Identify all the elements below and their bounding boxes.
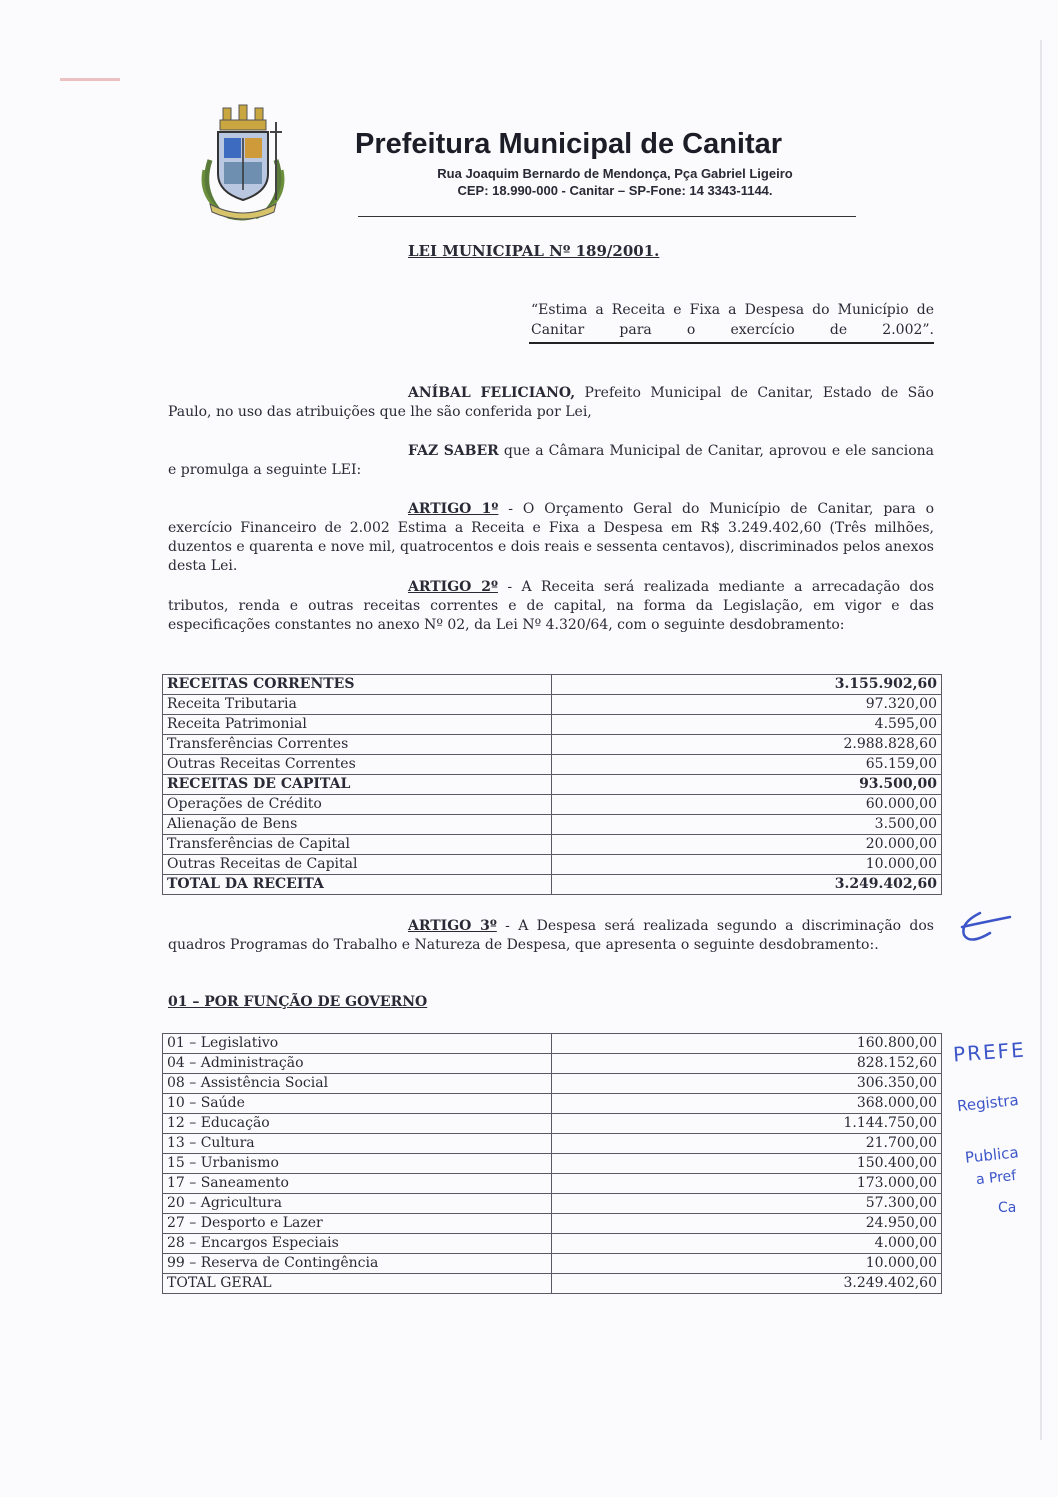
receita-row-label: Alienação de Bens	[163, 815, 552, 835]
receita-row-label: Transferências Correntes	[163, 735, 552, 755]
margin-mark	[60, 78, 120, 81]
receita-row	[163, 835, 942, 855]
receita-row-value: 3.155.902,60	[552, 675, 942, 695]
address-line-1: Rua Joaquim Bernardo de Mendonça, Pça Gabriel Ligeiro	[437, 166, 793, 181]
funcao-row	[163, 1054, 942, 1074]
funcao-row-value: 828.152,60	[552, 1054, 942, 1074]
header-title: Prefeitura Municipal de Canitar	[355, 128, 783, 160]
header-divider	[358, 216, 856, 217]
stamp-line-3: Publica	[964, 1143, 1020, 1167]
funcao-row-value: 3.249.402,60	[552, 1274, 942, 1294]
funcao-row-value: 306.350,00	[552, 1074, 942, 1094]
funcao-row	[163, 1234, 942, 1254]
receita-row	[163, 715, 942, 735]
receita-row-value: 93.500,00	[552, 775, 942, 795]
receita-row	[163, 755, 942, 775]
funcao-row-value: 160.800,00	[552, 1034, 942, 1054]
receita-row-value: 4.595,00	[552, 715, 942, 735]
funcao-row	[163, 1094, 942, 1114]
funcao-row	[163, 1174, 942, 1194]
funcao-row-label: 08 – Assistência Social	[163, 1074, 552, 1094]
funcao-row-label: 01 – Legislativo	[163, 1034, 552, 1054]
funcao-row	[163, 1074, 942, 1094]
receita-row-value: 97.320,00	[552, 695, 942, 715]
receita-row	[163, 795, 942, 815]
receita-row-label: TOTAL DA RECEITA	[163, 875, 552, 895]
receita-row-label: RECEITAS CORRENTES	[163, 675, 552, 695]
funcao-row	[163, 1154, 942, 1174]
receita-row-label: Operações de Crédito	[163, 795, 552, 815]
funcao-row-label: 12 – Educação	[163, 1114, 552, 1134]
funcao-row-value: 150.400,00	[552, 1154, 942, 1174]
faz-saber-text: que a Câmara Municipal de Canitar, aprovou e ele sanciona e promulga a seguinte LEI:	[168, 443, 934, 478]
stamp-line-4: a Pref	[975, 1167, 1017, 1189]
artigo-2-label: ARTIGO 2º	[408, 579, 498, 595]
funcao-row-label: 20 – Agricultura	[163, 1194, 552, 1214]
receita-row	[163, 775, 942, 795]
funcao-row	[163, 1034, 942, 1054]
artigo-1-text: - O Orçamento Geral do Município de Canitar, para o exercício Financeiro de 2.002 Estima a Receita e Fixa a Despesa em R$ 3.249.402,60 (Três milhões, duzentos e quarenta e nove mil, quatrocentos e dois reais e sessenta centavos), discriminados pelos anexos desta Lei.	[168, 501, 935, 574]
address-line-2: CEP: 18.990-000 - Canitar – SP-Fone: 14 3343-1144.	[457, 183, 773, 198]
receita-row-value: 3.500,00	[552, 815, 942, 835]
artigo-3-text: - A Despesa será realizada segundo a discriminação dos quadros Programas do Trabalho e Natureza de Despesa, que apresenta o seguinte desdobramento:.	[168, 918, 934, 953]
funcao-row-value: 368.000,00	[552, 1094, 942, 1114]
funcao-row	[163, 1274, 942, 1294]
funcao-row-label: 04 – Administração	[163, 1054, 552, 1074]
funcao-row-value: 10.000,00	[552, 1254, 942, 1274]
receita-row-label: Outras Receitas de Capital	[163, 855, 552, 875]
receita-row	[163, 855, 942, 875]
ementa-underline	[529, 342, 934, 344]
funcao-row-label: 17 – Saneamento	[163, 1174, 552, 1194]
faz-saber-paragraph	[168, 442, 934, 480]
funcao-row	[163, 1134, 942, 1154]
funcao-row	[163, 1194, 942, 1214]
funcao-row-value: 57.300,00	[552, 1194, 942, 1214]
receita-row-value: 20.000,00	[552, 835, 942, 855]
stamp-line-1: PREFE	[952, 1037, 1027, 1067]
receita-row	[163, 735, 942, 755]
artigo-2-paragraph	[168, 578, 934, 635]
artigo-1-paragraph	[168, 500, 934, 576]
page-edge-shadow	[1040, 40, 1042, 1440]
funcao-row-label: 15 – Urbanismo	[163, 1154, 552, 1174]
artigo-3-paragraph	[168, 917, 934, 955]
receita-row	[163, 675, 942, 695]
funcao-row	[163, 1214, 942, 1234]
receita-row	[163, 815, 942, 835]
artigo-2-text: - A Receita será realizada mediante a arrecadação dos tributos, renda e outras receitas correntes e de capital, na forma da Legislação, em vigor e das especificações constantes no anexo Nº 02, da Lei Nº 4.320/64, com o seguinte desdobramento:	[168, 579, 934, 633]
receita-row-value: 2.988.828,60	[552, 735, 942, 755]
ementa: “Estima a Receita e Fixa a Despesa do Município de Canitar para o exercício de 2.002”.	[531, 302, 934, 338]
receita-row	[163, 695, 942, 715]
receita-row-label: RECEITAS DE CAPITAL	[163, 775, 552, 795]
funcao-row-value: 4.000,00	[552, 1234, 942, 1254]
funcoes-table	[162, 1033, 942, 1294]
funcao-row-value: 173.000,00	[552, 1174, 942, 1194]
law-title: LEI MUNICIPAL Nº 189/2001.	[408, 242, 660, 260]
funcao-row	[163, 1114, 942, 1134]
receita-row-value: 60.000,00	[552, 795, 942, 815]
receita-row-label: Receita Tributaria	[163, 695, 552, 715]
artigo-3-label: ARTIGO 3º	[408, 918, 497, 934]
funcao-row-label: 27 – Desporto e Lazer	[163, 1214, 552, 1234]
section-title: 01 – POR FUNÇÃO DE GOVERNO	[168, 994, 428, 1010]
funcao-row-label: 13 – Cultura	[163, 1134, 552, 1154]
receita-row-label: Outras Receitas Correntes	[163, 755, 552, 775]
artigo-1-label: ARTIGO 1º	[408, 501, 499, 517]
receita-row-value: 10.000,00	[552, 855, 942, 875]
receita-row-label: Transferências de Capital	[163, 835, 552, 855]
funcao-row-value: 21.700,00	[552, 1134, 942, 1154]
funcao-row	[163, 1254, 942, 1274]
funcao-row-label: TOTAL GERAL	[163, 1274, 552, 1294]
receita-row	[163, 875, 942, 895]
receita-row-value: 3.249.402,60	[552, 875, 942, 895]
mayor-name: ANÍBAL FELICIANO,	[408, 385, 576, 401]
funcao-row-label: 99 – Reserva de Contingência	[163, 1254, 552, 1274]
funcao-row-label: 28 – Encargos Especiais	[163, 1234, 552, 1254]
header-address	[355, 165, 875, 199]
funcao-row-label: 10 – Saúde	[163, 1094, 552, 1114]
signature-initial	[950, 905, 1020, 950]
faz-saber-lead: FAZ SABER	[408, 443, 499, 459]
coat-of-arms-icon	[190, 100, 296, 226]
receita-row-value: 65.159,00	[552, 755, 942, 775]
preamble-paragraph	[168, 384, 934, 422]
funcao-row-value: 24.950,00	[552, 1214, 942, 1234]
funcao-row-value: 1.144.750,00	[552, 1114, 942, 1134]
stamp-line-2: Registra	[956, 1090, 1020, 1116]
stamp-line-5: Ca	[998, 1200, 1017, 1216]
preamble-text: Prefeito Municipal de Canitar, Estado de São Paulo, no uso das atribuições que lhe são conferida por Lei,	[168, 385, 934, 420]
receitas-table	[162, 674, 942, 895]
receita-row-label: Receita Patrimonial	[163, 715, 552, 735]
